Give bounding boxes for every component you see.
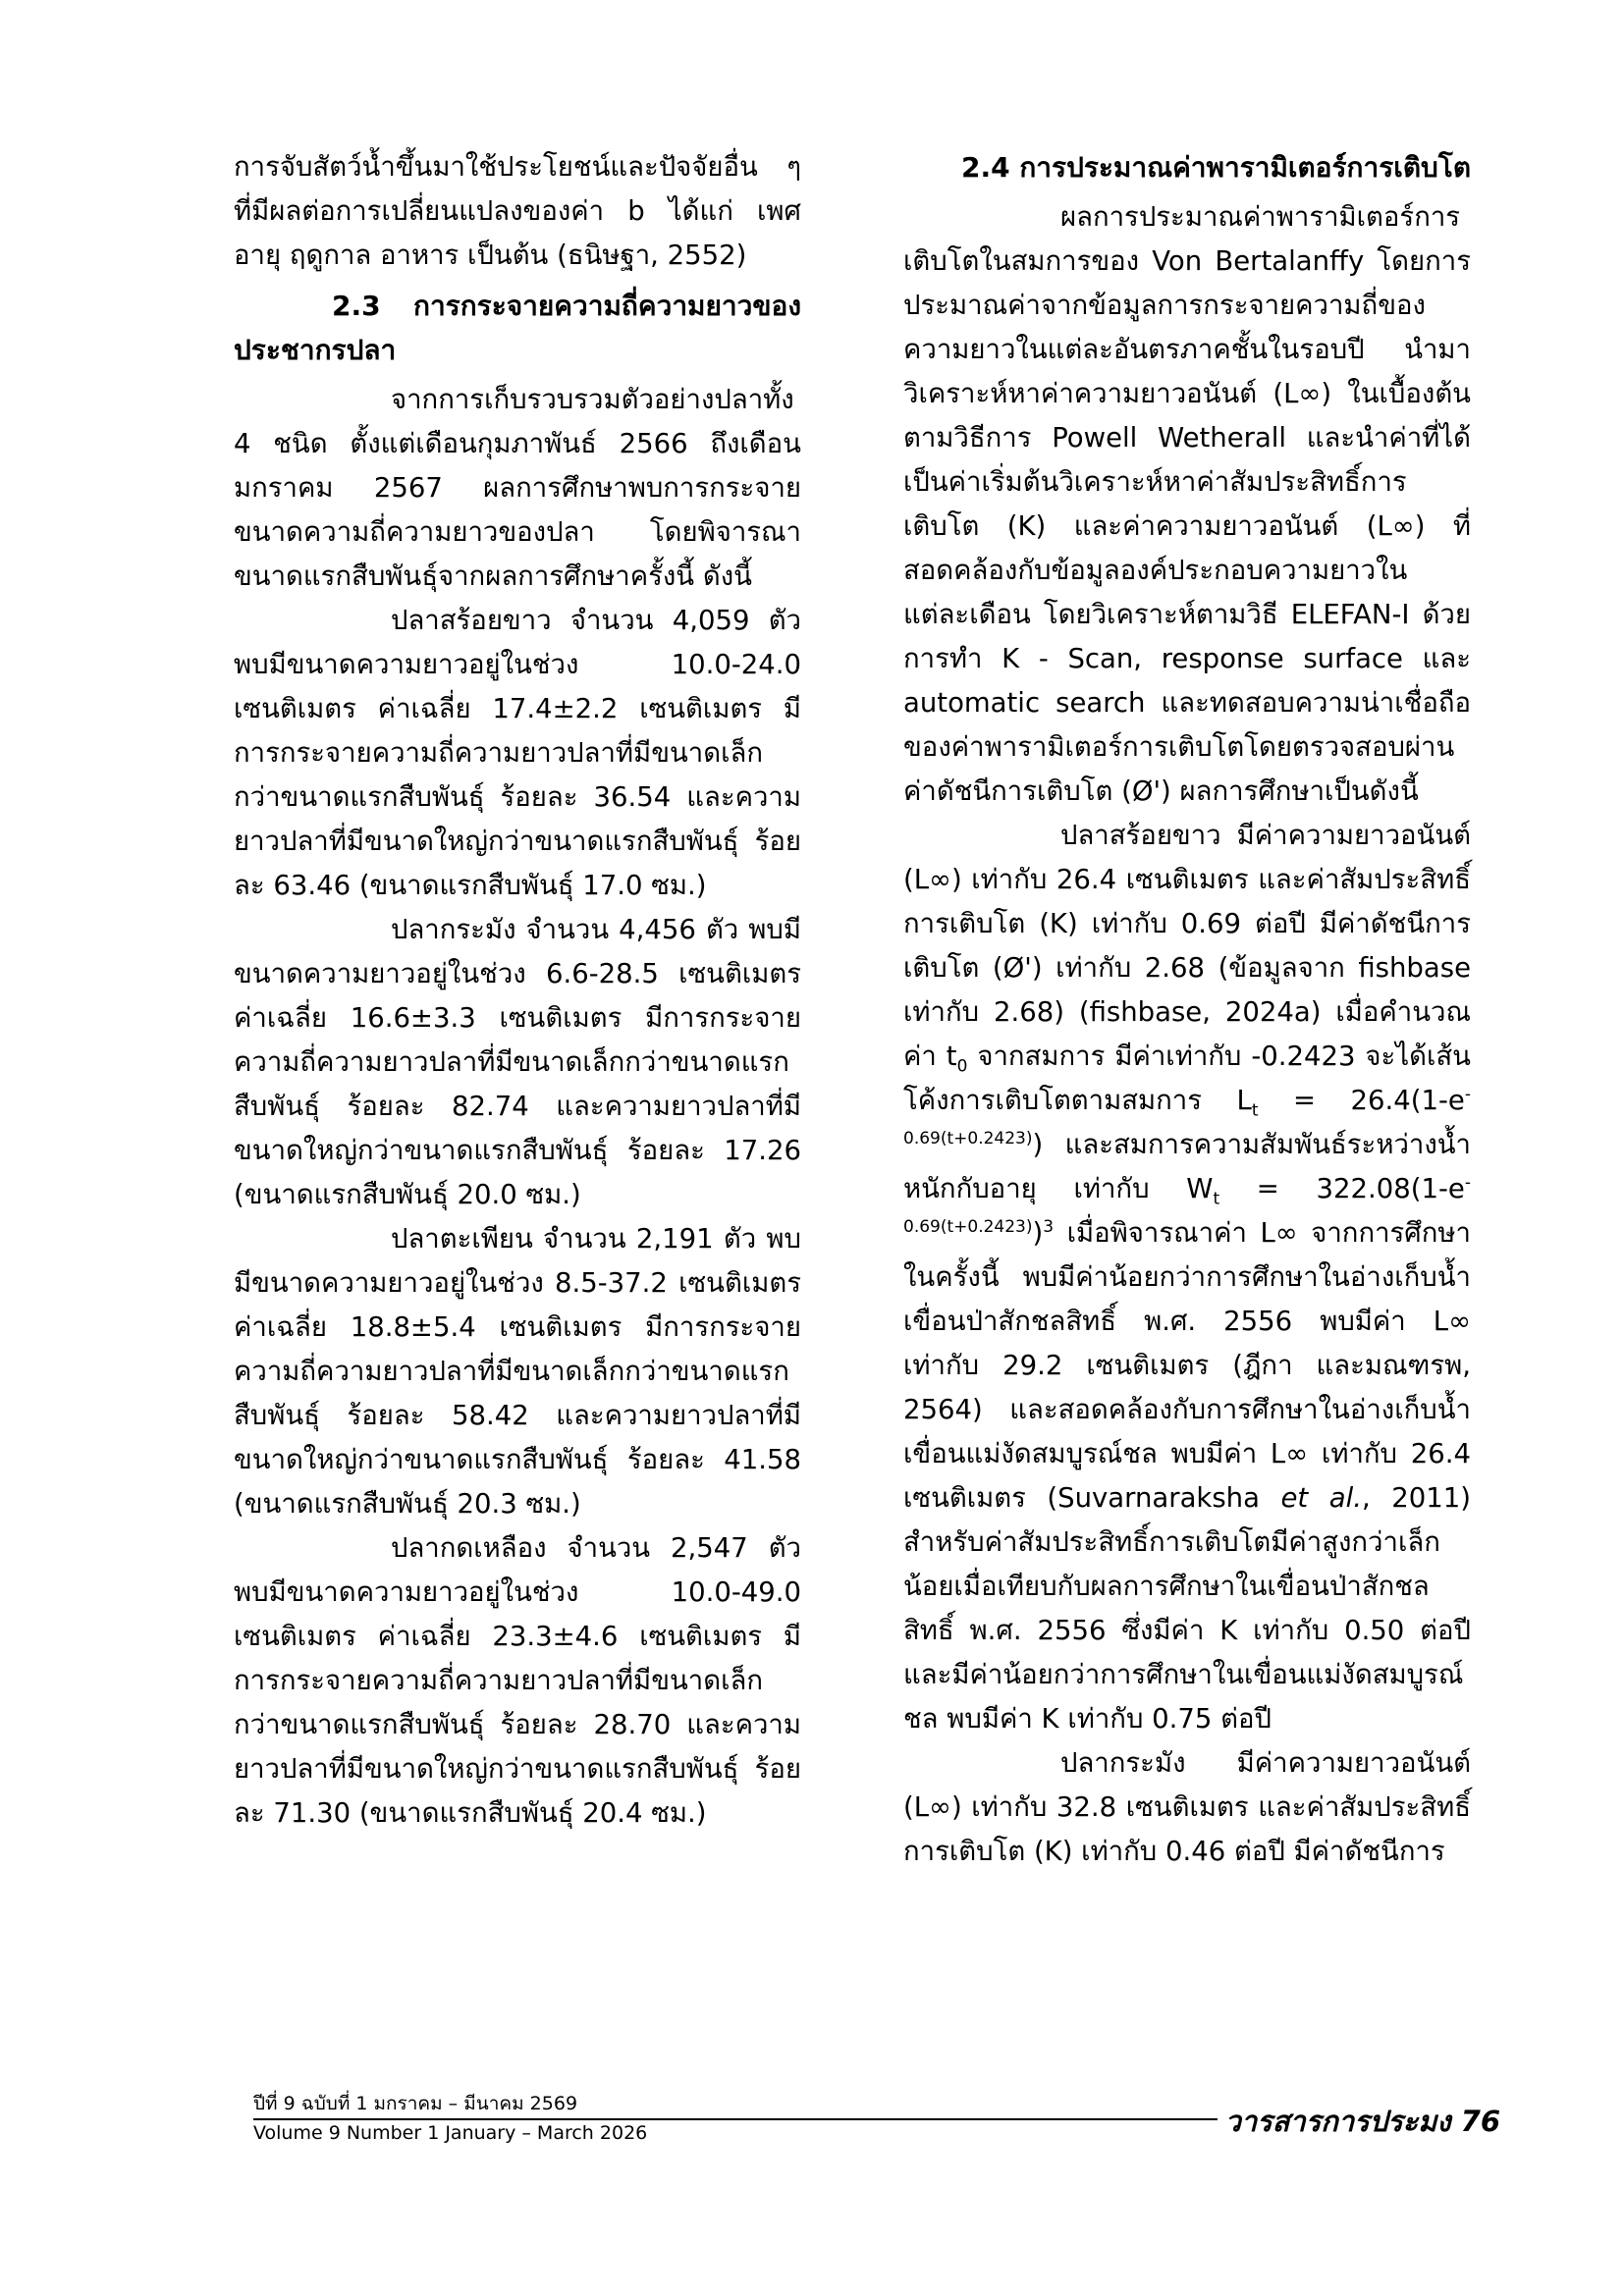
paragraph-growth-method: ผลการประมาณค่าพารามิเตอร์การเติบโตในสมการของ Von Bertalanffy โดยการประมาณค่าจากข้อมูลการกระจายความถี่ของความยาวในแต่ละอันตรภาคชั้นในรอบปี นำมาวิเคราะห์หาค่าความยาวอนันต์ (L∞) ในเบื้องต้นตามวิธีการ Powell Wetherall และนำค่าที่ได้เป็นค่าเริ่มต้นวิเคราะห์หาค่าสัมประสิทธิ์การเติบโต (K) และค่าความยาวอนันต์ (L∞) ที่สอดคล้องกับข้อมูลองค์ประกอบความยาวในแต่ละเดือน โดยวิเคราะห์ตามวิธี ELEFAN-I ด้วยการทำ K - Scan, response surface และ automatic search และทดสอบความน่าเชื่อถือของค่าพารามิเตอร์การเติบโตโดยตรวจสอบผ่านค่าดัชนีการเติบโต (Ø') ผลการศึกษาเป็นดังนี้ xyxy=(903,201,1471,807)
footer-issue-english: Volume 9 Number 1 January – March 2026 xyxy=(253,2122,648,2144)
section-heading-2-4: 2.4 การประมาณค่าพารามิเตอร์การเติบโต xyxy=(961,151,1471,184)
paragraph-kot-lueang: ปลากดเหลือง จำนวน 2,547 ตัว พบมีขนาดความยาวอยู่ในช่วง 10.0-49.0 เซนติเมตร ค่าเฉลี่ย 23.3±4.6 เซนติเมตร มีการกระจายความถี่ความยาวปลาที่มีขนาดเล็กกว่าขนาดแรกสืบพันธุ์ ร้อยละ 28.70 และความยาวปลาที่มีขนาดใหญ่กว่าขนาดแรกสืบพันธุ์ ร้อยละ 71.30 (ขนาดแรกสืบพันธุ์ 20.4 ซม.) xyxy=(234,1532,801,1829)
paragraph-sampling: จากการเก็บรวบรวมตัวอย่างปลาทั้ง 4 ชนิด ตั้งแต่เดือนกุมภาพันธ์ 2566 ถึงเดือนมกราคม 2567 ผลการศึกษาพบการกระจายขนาดความถี่ความยาวของปลา โดยพิจารณาขนาดแรกสืบพันธุ์จากผลการศึกษาครั้งนี้ ดังนี้ xyxy=(234,384,801,592)
intro-paragraph: การจับสัตว์น้ำขึ้นมาใช้ประโยชน์และปัจจัยอื่น ๆ ที่มีผลต่อการเปลี่ยนแปลงของค่า b ได้แก่ เพศ อายุ ฤดูกาล อาหาร เป็นต้น (ธนิษฐา, 2552) xyxy=(234,151,801,271)
footer-issue-thai: ปีที่ 9 ฉบับที่ 1 มกราคม – มีนาคม 2569 xyxy=(253,2093,578,2114)
paragraph-ta-phian: ปลาตะเพียน จำนวน 2,191 ตัว พบมีขนาดความยาวอยู่ในช่วง 8.5-37.2 เซนติเมตร ค่าเฉลี่ย 18.8±5.4 เซนติเมตร มีการกระจายความถี่ความยาวปลาที่มีขนาดเล็กกว่าขนาดแรกสืบพันธุ์ ร้อยละ 58.42 และความยาวปลาที่มีขนาดใหญ่กว่าขนาดแรกสืบพันธุ์ ร้อยละ 41.58 (ขนาดแรกสืบพันธุ์ 20.3 ซม.) xyxy=(234,1223,801,1520)
footer-rule xyxy=(253,2118,1245,2120)
section-heading-2-3: 2.3 การกระจายความถี่ความยาวของประชากรปลา xyxy=(234,290,801,366)
footer-journal-page: วารสารการประมง 76 xyxy=(1218,2099,1500,2144)
paragraph-kra-mang: ปลากระมัง จำนวน 4,456 ตัว พบมีขนาดความยาวอยู่ในช่วง 6.6-28.5 เซนติเมตร ค่าเฉลี่ย 16.6±3.3 เซนติเมตร มีการกระจายความถี่ความยาวปลาที่มีขนาดเล็กกว่าขนาดแรกสืบพันธุ์ ร้อยละ 82.74 และความยาวปลาที่มีขนาดใหญ่กว่าขนาดแรกสืบพันธุ์ ร้อยละ 17.26 (ขนาดแรกสืบพันธุ์ 20.0 ซม.) xyxy=(234,914,801,1210)
paragraph-kra-mang-growth: ปลากระมัง มีค่าความยาวอนันต์ (L∞) เท่ากับ 32.8 เซนติเมตร และค่าสัมประสิทธิ์การเติบโต (K) เท่ากับ 0.46 ต่อปี มีค่าดัชนีการ xyxy=(903,1747,1471,1867)
paragraph-soi-khao-growth: ปลาสร้อยขาว มีค่าความยาวอนันต์ (L∞) เท่ากับ 26.4 เซนติเมตร และค่าสัมประสิทธิ์การเติบโต (K) เท่ากับ 0.69 ต่อปี มีค่าดัชนีการเติบโต (Ø') เท่ากับ 2.68 (ข้อมูลจาก fishbase เท่ากับ 2.68) (fishbase, 2024a) เมื่อคำนวณค่า $t_0$ จากสมการ มีค่าเท่ากับ -0.2423 จะได้เส้นโค้งการเติบโตตามสมการ $L_t = 26.4(1-e^{-0.69(t+0.2423)})$ และสมการความสัมพันธ์ระหว่างน้ำหนักกับอายุ เท่ากับ $W_t = 322.08(1-e^{-0.69(t+0.2423)})^3$ เมื่อพิจารณาค่า L∞ จากการศึกษาในครั้งนี้ พบมีค่าน้อยกว่าการศึกษาในอ่างเก็บน้ำเขื่อนป่าสักชลสิทธิ์ พ.ศ. 2556 พบมีค่า L∞ เท่ากับ 29.2 เซนติเมตร (ฎีกา และมณฑรพ, 2564) และสอดคล้องกับการศึกษาในอ่างเก็บน้ำเขื่อนแม่งัดสมบูรณ์ชล พบมีค่า L∞ เท่ากับ 26.4 เซนติเมตร (Suvarnaraksha et al., 2011) สำหรับค่าสัมประสิทธิ์การเติบโตมีค่าสูงกว่าเล็กน้อยเมื่อเทียบกับผลการศึกษาในเขื่อนป่าสักชลสิทธิ์ พ.ศ. 2556 ซึ่งมีค่า K เท่ากับ 0.50 ต่อปี และมีค่าน้อยกว่าการศึกษาในเขื่อนแม่งัดสมบูรณ์ชล พบมีค่า K เท่ากับ 0.75 ต่อปี xyxy=(903,820,1471,1735)
paragraph-soi-khao: ปลาสร้อยขาว จำนวน 4,059 ตัว พบมีขนาดความยาวอยู่ในช่วง 10.0-24.0 เซนติเมตร ค่าเฉลี่ย 17.4±2.2 เซนติเมตร มีการกระจายความถี่ความยาวปลาที่มีขนาดเล็กกว่าขนาดแรกสืบพันธุ์ ร้อยละ 36.54 และความยาวปลาที่มีขนาดใหญ่กว่าขนาดแรกสืบพันธุ์ ร้อยละ 63.46 (ขนาดแรกสืบพันธุ์ 17.0 ซม.) xyxy=(234,605,801,901)
right-column xyxy=(903,145,1471,1874)
left-column xyxy=(234,145,801,1836)
